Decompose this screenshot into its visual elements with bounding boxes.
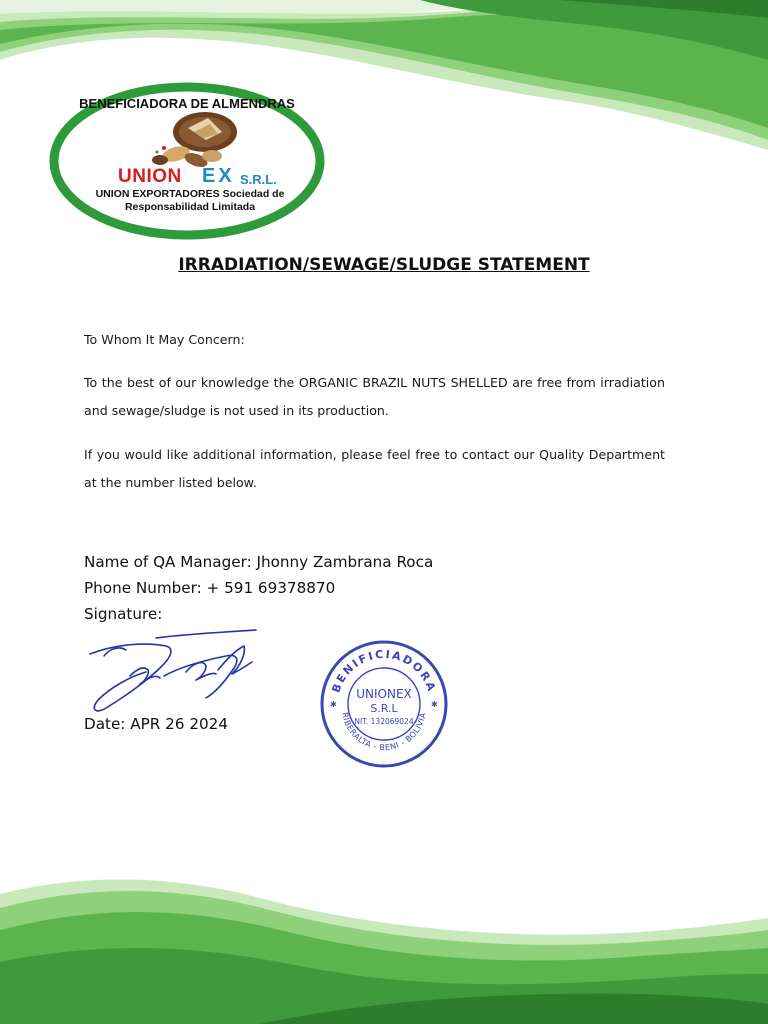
paragraph-1 xyxy=(84,369,665,425)
logo-subtitle: UNION EXPORTADORES Sociedad de Responsabilidad Limitada xyxy=(95,188,285,213)
greeting-text: To Whom It May Concern: xyxy=(84,332,245,347)
brazil-nut-icon xyxy=(148,110,238,172)
stamp-arc-bottom: RIBERALTA - BENI - BOLIVIA xyxy=(340,711,428,753)
paragraph-2-text: If you would like additional information, please feel free to contact our Quality Department at the number listed below. xyxy=(84,447,665,490)
bottom-wave-decoration xyxy=(0,874,768,1024)
signature-label: Signature: xyxy=(84,605,163,623)
stamp-type: S.R.L xyxy=(370,702,398,715)
stamp-star-right-icon: ✱ xyxy=(431,700,438,709)
qa-manager-line: Name of QA Manager: Jhonny Zambrana Roca xyxy=(84,553,434,571)
paragraph-2 xyxy=(84,441,665,497)
stamp-star-left-icon: ✱ xyxy=(330,700,337,709)
stamp-name: UNIONEX xyxy=(356,687,412,701)
logo-union-text: UNION xyxy=(118,166,182,187)
phone-number-line: Phone Number: + 591 69378870 xyxy=(84,579,336,597)
company-logo xyxy=(48,80,326,242)
date-line: Date: APR 26 2024 xyxy=(84,715,228,733)
document-title: IRRADIATION/SEWAGE/SLUDGE STATEMENT xyxy=(178,255,590,275)
stamp-nit: NIT. 132069024 xyxy=(354,717,414,726)
logo-srl-text: S.R.L. xyxy=(240,172,277,187)
stamp-arc-top: BENIFICIADORA xyxy=(329,647,439,695)
handwritten-signature xyxy=(86,626,258,718)
paragraph-1-text: To the best of our knowledge the ORGANIC BRAZIL NUTS SHELLED are free from irradiation and sewage/sludge is not used in its production. xyxy=(84,375,665,418)
company-stamp xyxy=(316,636,452,772)
greeting xyxy=(84,326,665,354)
logo-top-text: BENEFICIADORA DE ALMENDRAS xyxy=(79,96,295,111)
logo-ex-text: EX xyxy=(202,165,235,187)
